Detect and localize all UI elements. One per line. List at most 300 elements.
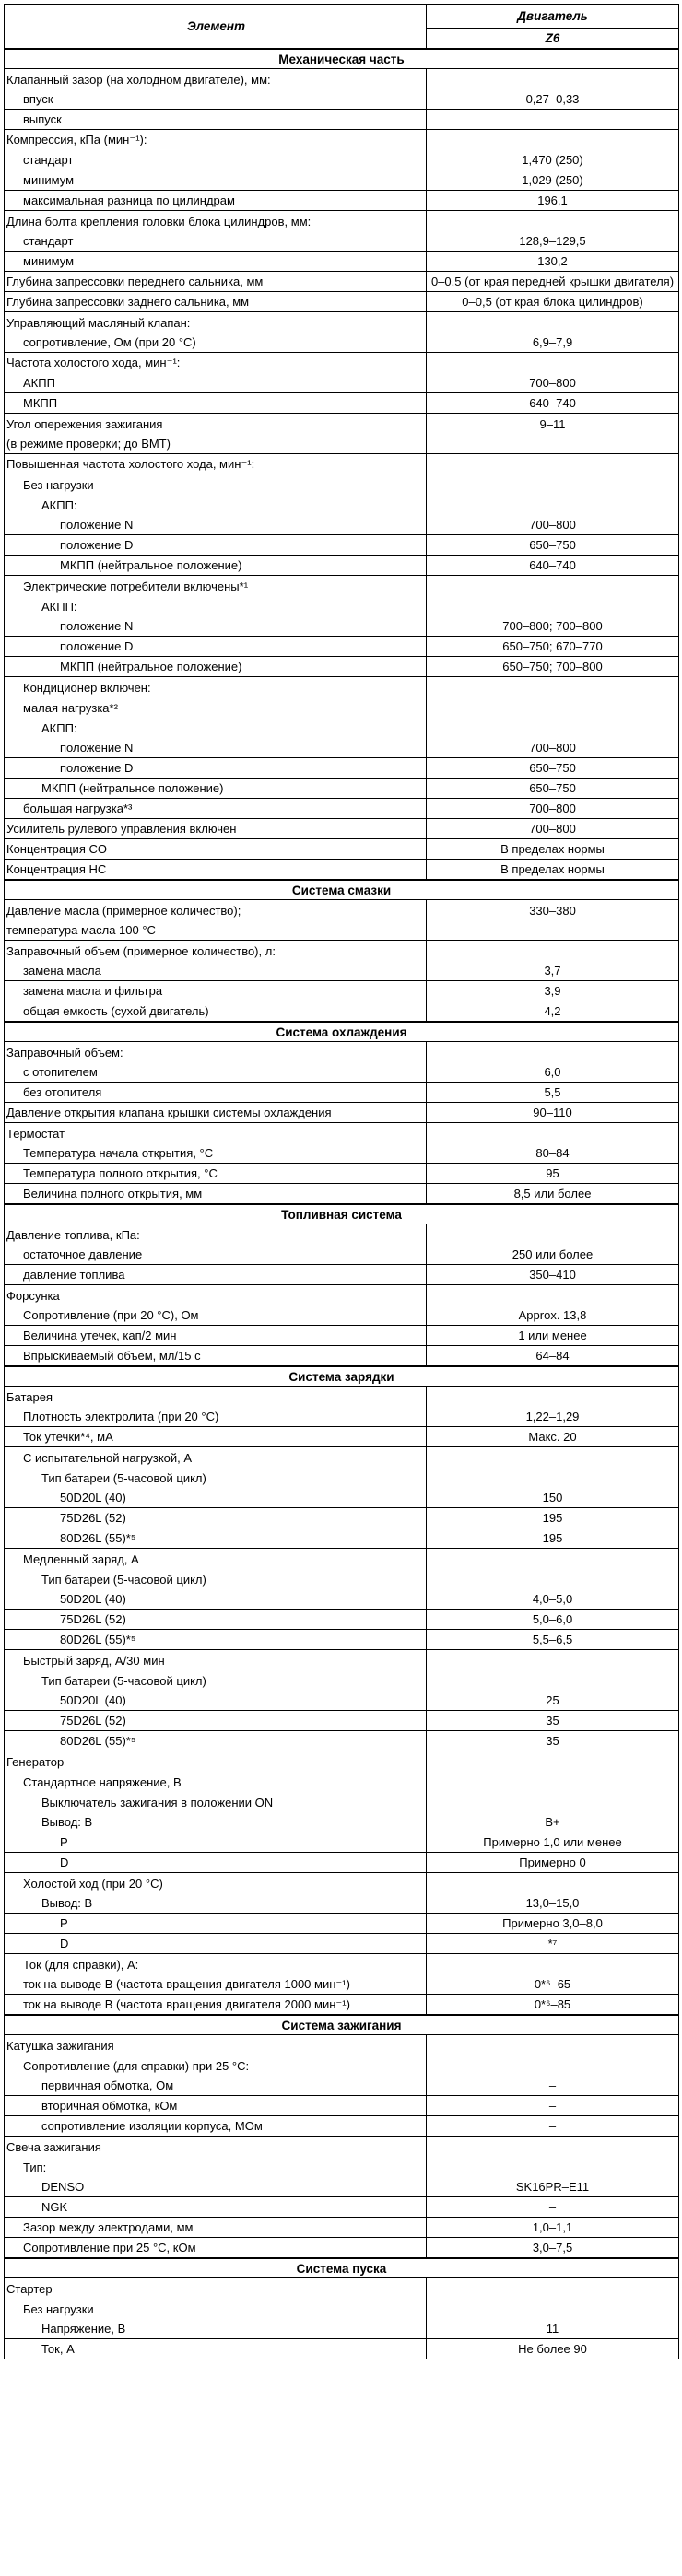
spec-table <box>4 4 679 2359</box>
table-row <box>5 758 679 779</box>
table-row <box>5 1447 679 1468</box>
table-row <box>5 1691 679 1711</box>
table-row <box>5 170 679 191</box>
table-row <box>5 1731 679 1751</box>
param-label: Длина болта крепления головки блока цилиндров, мм: <box>5 211 427 231</box>
table-row <box>5 2299 679 2319</box>
table-row <box>5 556 679 576</box>
param-value: 650–750 <box>427 535 679 556</box>
table-row <box>5 819 679 839</box>
param-value: 1,22–1,29 <box>427 1407 679 1427</box>
param-label: Напряжение, В <box>5 2319 427 2339</box>
header-element: Элемент <box>5 5 427 49</box>
table-row <box>5 779 679 799</box>
table-row <box>5 535 679 556</box>
table-row <box>5 941 679 961</box>
table-row <box>5 697 679 718</box>
param-label: 80D26L (55)*⁵ <box>5 1528 427 1549</box>
param-label: Вывод: B <box>5 1893 427 1914</box>
section-header-row <box>5 2015 679 2035</box>
table-row <box>5 474 679 495</box>
param-label: МКПП (нейтральное положение) <box>5 779 427 799</box>
table-row <box>5 1123 679 1143</box>
table-row <box>5 1265 679 1285</box>
param-label: Без нагрузки <box>5 474 427 495</box>
param-value: 3,9 <box>427 981 679 1001</box>
table-row <box>5 1346 679 1366</box>
param-value <box>427 697 679 718</box>
param-value <box>427 2278 679 2299</box>
table-row <box>5 1934 679 1954</box>
param-value: 640–740 <box>427 556 679 576</box>
table-row <box>5 1914 679 1934</box>
table-row <box>5 353 679 373</box>
param-value: 64–84 <box>427 1346 679 1366</box>
section-header-row <box>5 1366 679 1387</box>
param-value <box>427 353 679 373</box>
section-header-row <box>5 880 679 900</box>
table-row <box>5 1103 679 1123</box>
param-label: положение N <box>5 515 427 535</box>
section-title: Система пуска <box>5 2259 679 2278</box>
table-row <box>5 677 679 697</box>
table-row <box>5 2278 679 2299</box>
table-row <box>5 69 679 89</box>
param-label: С испытательной нагрузкой, А <box>5 1447 427 1468</box>
param-value <box>427 2035 679 2055</box>
param-label: минимум <box>5 252 427 272</box>
param-label: Кондиционер включен: <box>5 677 427 697</box>
param-value: 0–0,5 (от края блока цилиндров) <box>427 292 679 312</box>
param-label: вторичная обмотка, кОм <box>5 2096 427 2116</box>
section-title: Система смазки <box>5 881 679 900</box>
param-label: МКПП (нейтральное положение) <box>5 556 427 576</box>
table-row <box>5 799 679 819</box>
param-label: Ток, А <box>5 2339 427 2359</box>
table-row <box>5 637 679 657</box>
table-row <box>5 2076 679 2096</box>
table-row <box>5 1407 679 1427</box>
table-row <box>5 1832 679 1853</box>
table-row <box>5 1508 679 1528</box>
param-value <box>427 677 679 697</box>
param-label: Холостой ход (при 20 °C) <box>5 1873 427 1893</box>
table-row <box>5 1792 679 1812</box>
table-row <box>5 333 679 353</box>
param-value: 0–0,5 (от края передней крышки двигателя) <box>427 272 679 292</box>
table-row <box>5 1001 679 1022</box>
section-header-row <box>5 2258 679 2278</box>
table-row <box>5 1224 679 1245</box>
section-header-row <box>5 1204 679 1224</box>
param-label: АКПП: <box>5 596 427 616</box>
table-row <box>5 900 679 920</box>
param-value: 700–800 <box>427 799 679 819</box>
param-label: положение D <box>5 535 427 556</box>
param-label: Без нагрузки <box>5 2299 427 2319</box>
table-row <box>5 738 679 758</box>
param-value <box>427 941 679 961</box>
table-row <box>5 1427 679 1447</box>
table-row <box>5 1143 679 1164</box>
table-row <box>5 2197 679 2218</box>
param-value <box>427 312 679 333</box>
param-value: – <box>427 2076 679 2096</box>
table-row <box>5 2319 679 2339</box>
table-row <box>5 110 679 130</box>
param-label: 75D26L (52) <box>5 1508 427 1528</box>
param-value: 700–800 <box>427 819 679 839</box>
param-value <box>427 718 679 738</box>
param-label: Частота холостого хода, мин⁻¹: <box>5 353 427 373</box>
param-value: 1,470 (250) <box>427 150 679 170</box>
param-value <box>427 2055 679 2076</box>
param-value: 700–800; 700–800 <box>427 616 679 637</box>
param-label: Повышенная частота холостого хода, мин⁻¹: <box>5 454 427 474</box>
param-label: Концентрация CO <box>5 839 427 860</box>
param-value <box>427 1772 679 1792</box>
param-value <box>427 576 679 596</box>
param-label: 75D26L (52) <box>5 1711 427 1731</box>
param-value <box>427 434 679 454</box>
param-value: 5,5 <box>427 1083 679 1103</box>
param-value: – <box>427 2197 679 2218</box>
param-value: Approx. 13,8 <box>427 1306 679 1326</box>
param-label: Впрыскиваемый объем, мл/15 с <box>5 1346 427 1366</box>
param-label: Ток утечки*⁴, мА <box>5 1427 427 1447</box>
param-label: выпуск <box>5 110 427 130</box>
table-row <box>5 150 679 170</box>
param-label: Усилитель рулевого управления включен <box>5 819 427 839</box>
param-label: стандарт <box>5 231 427 252</box>
table-row <box>5 718 679 738</box>
param-value <box>427 2299 679 2319</box>
table-row <box>5 1184 679 1204</box>
table-row <box>5 1245 679 1265</box>
table-row <box>5 1670 679 1691</box>
param-value <box>427 1224 679 1245</box>
table-body <box>5 49 679 2359</box>
param-value: В пределах нормы <box>427 860 679 880</box>
param-label: Форсунка <box>5 1285 427 1306</box>
table-row <box>5 252 679 272</box>
param-label: Плотность электролита (при 20 °C) <box>5 1407 427 1427</box>
param-label: Медленный заряд, А <box>5 1549 427 1569</box>
param-label: с отопителем <box>5 1062 427 1083</box>
table-row <box>5 657 679 677</box>
param-label: Клапанный зазор (на холодном двигателе), мм: <box>5 69 427 89</box>
param-value: *⁷ <box>427 1934 679 1954</box>
param-label: Зазор между электродами, мм <box>5 2218 427 2238</box>
param-label: P <box>5 1832 427 1853</box>
param-label: АКПП: <box>5 495 427 515</box>
param-value <box>427 110 679 130</box>
table-row <box>5 1569 679 1589</box>
param-value: 9–11 <box>427 414 679 434</box>
param-label: Заправочный объем: <box>5 1042 427 1062</box>
header-spacer <box>5 29 427 49</box>
param-value <box>427 454 679 474</box>
param-label: Давление масла (примерное количество); <box>5 900 427 920</box>
section-title: Механическая часть <box>5 50 679 69</box>
param-label: Электрические потребители включены*¹ <box>5 576 427 596</box>
table-row <box>5 1062 679 1083</box>
table-row <box>5 495 679 515</box>
param-label: Сопротивление (при 20 °C), Ом <box>5 1306 427 1326</box>
param-label: положение N <box>5 738 427 758</box>
param-value: Примерно 3,0–8,0 <box>427 1914 679 1934</box>
param-label: Величина утечек, кап/2 мин <box>5 1326 427 1346</box>
param-label: Выключатель зажигания в положении ON <box>5 1792 427 1812</box>
param-label: D <box>5 1934 427 1954</box>
table-row <box>5 1995 679 2015</box>
param-value <box>427 211 679 231</box>
param-value <box>427 1447 679 1468</box>
header-row-1 <box>5 5 679 33</box>
table-row <box>5 2339 679 2359</box>
param-label: первичная обмотка, Ом <box>5 2076 427 2096</box>
header-model: Z6 <box>427 29 679 49</box>
param-label: Тип батареи (5-часовой цикл) <box>5 1468 427 1488</box>
param-value: – <box>427 2096 679 2116</box>
param-value: 650–750 <box>427 758 679 779</box>
param-value: 150 <box>427 1488 679 1508</box>
table-row <box>5 1528 679 1549</box>
section-title: Система охлаждения <box>5 1023 679 1042</box>
param-label: положение D <box>5 758 427 779</box>
param-label: Давление открытия клапана крышки системы охлаждения <box>5 1103 427 1123</box>
table-row <box>5 454 679 474</box>
table-row <box>5 1306 679 1326</box>
param-value <box>427 596 679 616</box>
table-row <box>5 2238 679 2258</box>
param-label: Концентрация HC <box>5 860 427 880</box>
param-value: Примерно 1,0 или менее <box>427 1832 679 1853</box>
param-value: 0*⁶–85 <box>427 1995 679 2015</box>
table-row <box>5 1873 679 1893</box>
param-value: 128,9–129,5 <box>427 231 679 252</box>
table-row <box>5 231 679 252</box>
param-value: 6,9–7,9 <box>427 333 679 353</box>
param-value: 5,5–6,5 <box>427 1630 679 1650</box>
param-label: Заправочный объем (примерное количество), л: <box>5 941 427 961</box>
param-label: МКПП <box>5 393 427 414</box>
table-row <box>5 272 679 292</box>
table-row <box>5 1549 679 1569</box>
param-label: малая нагрузка*² <box>5 697 427 718</box>
table-row <box>5 981 679 1001</box>
param-label: Давление топлива, кПа: <box>5 1224 427 1245</box>
table-row <box>5 1164 679 1184</box>
param-value <box>427 1650 679 1670</box>
table-row <box>5 2157 679 2177</box>
param-label: большая нагрузка*³ <box>5 799 427 819</box>
table-row <box>5 515 679 535</box>
param-label: Быстрый заряд, А/30 мин <box>5 1650 427 1670</box>
table-row <box>5 1630 679 1650</box>
param-label: стандарт <box>5 150 427 170</box>
param-label: 50D20L (40) <box>5 1691 427 1711</box>
param-value: B+ <box>427 1812 679 1832</box>
param-label: 80D26L (55)*⁵ <box>5 1630 427 1650</box>
param-label: Батарея <box>5 1387 427 1407</box>
param-label: 80D26L (55)*⁵ <box>5 1731 427 1751</box>
table-row <box>5 616 679 637</box>
table-row <box>5 1974 679 1995</box>
param-value: – <box>427 2116 679 2137</box>
param-value: 700–800 <box>427 738 679 758</box>
table-row <box>5 576 679 596</box>
param-value <box>427 1751 679 1772</box>
param-value <box>427 2137 679 2157</box>
table-row <box>5 920 679 941</box>
param-label: ток на выводе B (частота вращения двигателя 2000 мин⁻¹) <box>5 1995 427 2015</box>
param-value <box>427 130 679 150</box>
table-row <box>5 860 679 880</box>
param-label: Компрессия, кПа (мин⁻¹): <box>5 130 427 150</box>
table-row <box>5 1772 679 1792</box>
param-value: 80–84 <box>427 1143 679 1164</box>
param-value: 700–800 <box>427 515 679 535</box>
param-label: Тип: <box>5 2157 427 2177</box>
param-value: 4,2 <box>427 1001 679 1022</box>
param-label: МКПП (нейтральное положение) <box>5 657 427 677</box>
table-row <box>5 1954 679 1974</box>
param-label: АКПП: <box>5 718 427 738</box>
param-value <box>427 495 679 515</box>
param-label: Ток (для справки), А: <box>5 1954 427 1974</box>
param-value: 650–750; 670–770 <box>427 637 679 657</box>
table-row <box>5 1610 679 1630</box>
param-label: DENSO <box>5 2177 427 2197</box>
param-value: 640–740 <box>427 393 679 414</box>
table-row <box>5 1468 679 1488</box>
param-value: 35 <box>427 1731 679 1751</box>
param-value: 11 <box>427 2319 679 2339</box>
table-row <box>5 191 679 211</box>
param-label: положение N <box>5 616 427 637</box>
param-label: Термостат <box>5 1123 427 1143</box>
param-value: 350–410 <box>427 1265 679 1285</box>
param-value: 1,029 (250) <box>427 170 679 191</box>
param-label: Стартер <box>5 2278 427 2299</box>
param-value: 0,27–0,33 <box>427 89 679 110</box>
param-value: 195 <box>427 1528 679 1549</box>
table-row <box>5 393 679 414</box>
param-label: Тип батареи (5-часовой цикл) <box>5 1569 427 1589</box>
param-value: 95 <box>427 1164 679 1184</box>
param-label: (в режиме проверки; до ВМТ) <box>5 434 427 454</box>
param-value <box>427 1042 679 1062</box>
param-value <box>427 1954 679 1974</box>
table-row <box>5 1589 679 1610</box>
table-row <box>5 1042 679 1062</box>
param-value: 650–750; 700–800 <box>427 657 679 677</box>
param-value: 130,2 <box>427 252 679 272</box>
table-row <box>5 1387 679 1407</box>
table-row <box>5 2116 679 2137</box>
table-row <box>5 1326 679 1346</box>
param-value <box>427 2157 679 2177</box>
table-row <box>5 596 679 616</box>
param-label: Температура начала открытия, °C <box>5 1143 427 1164</box>
param-value: 25 <box>427 1691 679 1711</box>
param-label: Величина полного открытия, мм <box>5 1184 427 1204</box>
table-row <box>5 373 679 393</box>
section-title: Система зарядки <box>5 1367 679 1387</box>
param-label: 50D20L (40) <box>5 1589 427 1610</box>
table-row <box>5 1812 679 1832</box>
param-value: 90–110 <box>427 1103 679 1123</box>
param-value: SK16PR–E11 <box>427 2177 679 2197</box>
param-value: 1 или менее <box>427 1326 679 1346</box>
param-value: 0*⁶–65 <box>427 1974 679 1995</box>
table-row <box>5 130 679 150</box>
param-value <box>427 1792 679 1812</box>
param-label: Катушка зажигания <box>5 2035 427 2055</box>
param-value: 8,5 или более <box>427 1184 679 1204</box>
table-row <box>5 1853 679 1873</box>
param-label: P <box>5 1914 427 1934</box>
section-title: Топливная система <box>5 1205 679 1224</box>
param-value: 195 <box>427 1508 679 1528</box>
section-header-row <box>5 1022 679 1042</box>
table-row <box>5 2137 679 2157</box>
param-label: впуск <box>5 89 427 110</box>
table-row <box>5 292 679 312</box>
param-label: Управляющий масляный клапан: <box>5 312 427 333</box>
param-label: давление топлива <box>5 1265 427 1285</box>
table-row <box>5 839 679 860</box>
param-value: 1,0–1,1 <box>427 2218 679 2238</box>
param-label: Вывод: B <box>5 1812 427 1832</box>
param-value <box>427 1549 679 1569</box>
param-value <box>427 474 679 495</box>
table-row <box>5 2055 679 2076</box>
param-label: минимум <box>5 170 427 191</box>
param-label: Стандартное напряжение, В <box>5 1772 427 1792</box>
param-label: общая емкость (сухой двигатель) <box>5 1001 427 1022</box>
param-label: положение D <box>5 637 427 657</box>
param-label: температура масла 100 °C <box>5 920 427 941</box>
param-value: 196,1 <box>427 191 679 211</box>
table-row <box>5 89 679 110</box>
table-row <box>5 211 679 231</box>
table-row <box>5 2218 679 2238</box>
table-row <box>5 2035 679 2055</box>
param-label: Глубина запрессовки переднего сальника, мм <box>5 272 427 292</box>
param-value <box>427 1873 679 1893</box>
param-label: 50D20L (40) <box>5 1488 427 1508</box>
param-label: Сопротивление (для справки) при 25 °C: <box>5 2055 427 2076</box>
param-label: сопротивление, Ом (при 20 °C) <box>5 333 427 353</box>
table-row <box>5 2177 679 2197</box>
param-value: 35 <box>427 1711 679 1731</box>
param-value: Не более 90 <box>427 2339 679 2359</box>
param-label: замена масла и фильтра <box>5 981 427 1001</box>
param-value: 3,0–7,5 <box>427 2238 679 2258</box>
param-value: 650–750 <box>427 779 679 799</box>
param-label: максимальная разница по цилиндрам <box>5 191 427 211</box>
param-value <box>427 1670 679 1691</box>
param-label: замена масла <box>5 961 427 981</box>
table-row <box>5 2096 679 2116</box>
param-label: Тип батареи (5-часовой цикл) <box>5 1670 427 1691</box>
param-label: без отопителя <box>5 1083 427 1103</box>
param-value: 700–800 <box>427 373 679 393</box>
table-row <box>5 1488 679 1508</box>
section-header-row <box>5 49 679 69</box>
